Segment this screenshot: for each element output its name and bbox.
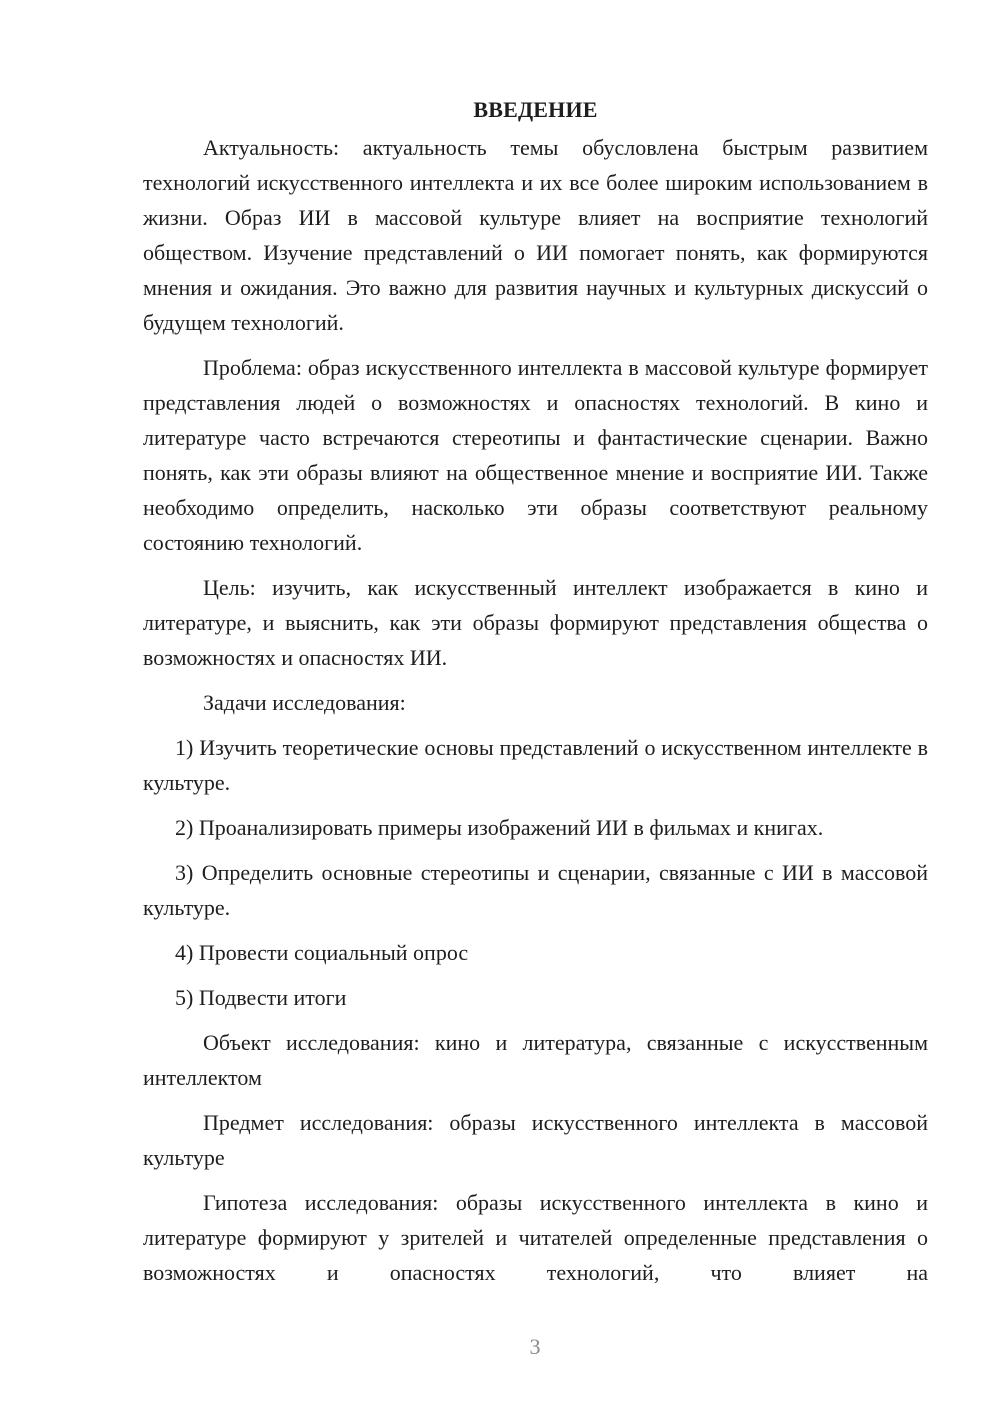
task-item: 4) Провести социальный опрос (175, 940, 469, 965)
task-item: 5) Подвести итоги (175, 985, 347, 1010)
page-content (143, 92, 928, 1300)
object-paragraph: Объект исследования: кино и литература, связанные с искусственным интеллектом (143, 1030, 928, 1090)
task-item: 2) Проанализировать примеры изображений ИИ в фильмах и книгах. (175, 815, 824, 840)
goal-paragraph: Цель: изучить, как искусственный интеллект изображается в кино и литературе, и выяснить, как эти образы формируют представления общества о возможностях и опасностях ИИ. (143, 575, 928, 670)
task-item: 1) Изучить теоретические основы представлений о искусственном интеллекте в культуре. (143, 735, 928, 795)
page-number: 3 (529, 1334, 541, 1359)
hypothesis-paragraph: Гипотеза исследования: образы искусственного интеллекта в кино и литературе формируют у зрителей и читателей определенные представления о возможностях и опасностях технологий, что влияет на (143, 1190, 928, 1285)
task-item: 3) Определить основные стереотипы и сценарии, связанные с ИИ в массовой культуре. (143, 860, 928, 920)
tasks-heading: Задачи исследования: (203, 690, 406, 715)
problem-paragraph: Проблема: образ искусственного интеллекта в массовой культуре формирует представления людей о возможностях и опасностях технологий. В кино и литературе часто встречаются стереотипы и фантастические сценарии. Важно понять, как эти образы влияют на общественное мнение и восприятие ИИ. Также необходимо определить, насколько эти образы соответствуют реальному состоянию технологий. (143, 355, 928, 555)
subject-paragraph: Предмет исследования: образы искусственного интеллекта в массовой культуре (143, 1110, 928, 1170)
relevance-paragraph: Актуальность: актуальность темы обусловлена быстрым развитием технологий искусственного интеллекта и их все более широким использованием в жизни. Образ ИИ в массовой культуре влияет на восприятие технологий обществом. Изучение представлений о ИИ помогает понять, как формируются мнения и ожидания. Это важно для развития научных и культурных дискуссий о будущем технологий. (143, 135, 928, 335)
page-title: ВВЕДЕНИЕ (473, 97, 598, 122)
